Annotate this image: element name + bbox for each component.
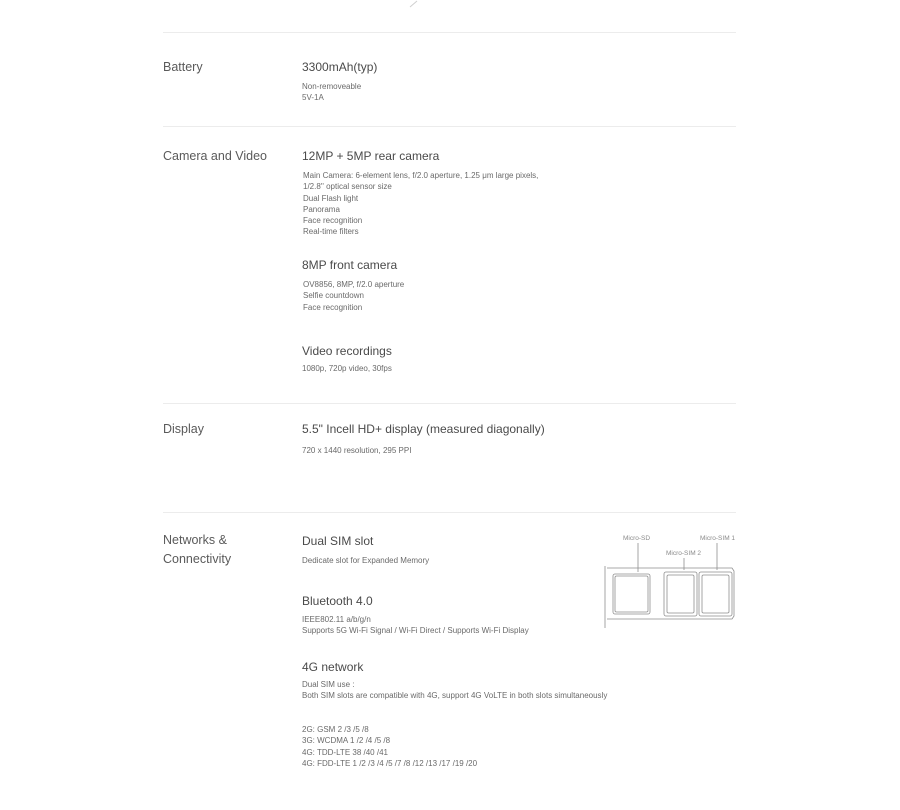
divider-camera [163, 403, 736, 404]
diagram-label-micro-sim-1: Micro-SIM 1 [700, 535, 736, 542]
spec-line: 720 x 1440 resolution, 295 PPI [302, 446, 412, 455]
battery-capacity-block [302, 59, 377, 104]
spec-line: 2G: GSM 2 /3 /5 /8 [302, 725, 369, 734]
spec-line: Real-time filters [303, 227, 359, 237]
divider-top [163, 32, 736, 33]
top-edge-mark [408, 0, 422, 8]
spec-line: 4G: TDD-LTE 38 /40 /41 [302, 747, 388, 757]
video-recordings-block [302, 343, 392, 374]
block-title: 12MP + 5MP rear camera [302, 149, 440, 163]
spec-line: IEEE802.11 a/b/g/n [302, 615, 371, 624]
spec-line: Face recognition [303, 302, 363, 312]
spec-line: Supports 5G Wi-Fi Signal / Wi-Fi Direct / Supports Wi-Fi Display [302, 626, 529, 636]
front-camera-block [302, 257, 404, 313]
display-block [302, 421, 545, 456]
block-title: 8MP front camera [302, 258, 398, 272]
spec-line: Main Camera: 6-element lens, f/2.0 aperture, 1.25 μm large pixels, [303, 171, 539, 180]
section-label-camera: Camera and Video [163, 149, 268, 163]
spec-line: 1080p, 720p video, 30fps [302, 364, 392, 373]
spec-line: 4G: FDD-LTE 1 /2 /3 /4 /5 /7 /8 /12 /13 /17 /19 /20 [302, 758, 478, 768]
spec-line: Panorama [303, 204, 340, 214]
block-title: 3300mAh(typ) [302, 60, 378, 74]
spec-line: Dual SIM use : [302, 680, 355, 689]
network-bands-block [302, 724, 477, 769]
section-label-display: Display [163, 422, 204, 436]
spec-line: 1/2.8'' optical sensor size [303, 182, 392, 192]
diagram-label-micro-sim-2: Micro-SIM 2 [666, 550, 702, 557]
block-title: Bluetooth 4.0 [302, 594, 373, 608]
spec-line: OV8856, 8MP, f/2.0 aperture [303, 280, 405, 289]
bluetooth-block [302, 593, 529, 637]
spec-line: Dual Flash light [303, 193, 359, 203]
section-label-battery: Battery [163, 60, 203, 74]
block-title: 4G network [302, 660, 364, 674]
block-title: 5.5" Incell HD+ display (measured diagonally) [302, 422, 545, 436]
spec-line: 3G: WCDMA 1 /2 /4 /5 /8 [302, 736, 391, 746]
dual-sim-block [302, 533, 429, 566]
block-title: Video recordings [302, 344, 392, 358]
spec-line: 5V-1A [302, 93, 324, 103]
rear-camera-block [302, 148, 538, 238]
spec-line: Both SIM slots are compatible with 4G, support 4G VoLTE in both slots simultaneously [302, 691, 608, 701]
spec-line: Selfie countdown [303, 291, 364, 301]
divider-battery [163, 126, 736, 127]
section-label-networks: Networks & Connectivity [163, 533, 232, 566]
diagram-label-micro-sd: Micro-SD [623, 535, 651, 542]
sim-tray-diagram [600, 530, 740, 632]
spec-line: Dedicate slot for Expanded Memory [302, 556, 430, 565]
divider-display [163, 512, 736, 513]
4g-network-block [302, 659, 607, 702]
spec-line: Non-removeable [302, 82, 362, 91]
spec-line: Face recognition [303, 216, 363, 226]
block-title: Dual SIM slot [302, 534, 374, 548]
